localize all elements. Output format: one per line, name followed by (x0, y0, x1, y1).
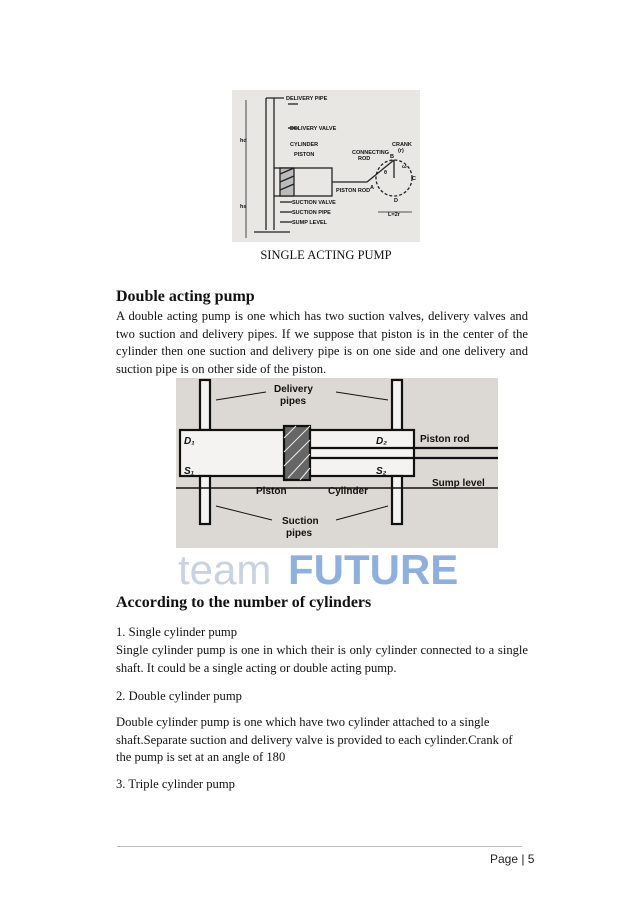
label-point-a: A (370, 185, 374, 191)
label-sump-level: SUMP LEVEL (292, 220, 328, 226)
team-future-watermark (176, 540, 498, 594)
heading-double-acting-pump: Double acting pump (116, 288, 255, 305)
label-d2: D₂ (376, 436, 388, 447)
footer-divider (117, 846, 522, 847)
label-cylinder: CYLINDER (290, 142, 319, 148)
label-delivery-valve: DELIVERY VALVE (290, 126, 337, 132)
label-suction-pipe: SUCTION PIPE (292, 210, 331, 216)
label-omega: ω (402, 164, 407, 170)
label-s1: S₁ (184, 466, 195, 477)
label-suction: Suction (282, 516, 319, 527)
label-connecting-rod-2: ROD (358, 156, 371, 162)
label-hd: hd (240, 138, 247, 144)
label-s2: S₂ (376, 466, 387, 477)
item2-title: 2. Double cylinder pump (116, 689, 242, 703)
label-point-b: B (390, 154, 394, 160)
item2-text: Double cylinder pump is one which have two cylinder attached to a single shaft.Separate suction and delivery valve is provided to each cylinder.Crank of the pump is set at an angle of 180 (116, 715, 513, 765)
watermark-team: team (178, 546, 272, 593)
label-suction-valve: SUCTION VALVE (292, 200, 336, 206)
item3-title: 3. Triple cylinder pump (116, 777, 235, 791)
label-delivery-pipes: pipes (280, 396, 307, 407)
label-piston-rod: PISTON ROD (336, 188, 371, 194)
label-delivery-pipe: DELIVERY PIPE (286, 96, 328, 102)
item1-title: 1. Single cylinder pump (116, 625, 238, 639)
double-acting-pump-svg (176, 378, 498, 560)
label-piston: PISTON (294, 152, 315, 158)
figure1-caption: SINGLE ACTING PUMP (260, 248, 392, 262)
label-connecting-rod-1: CONNECTING (352, 150, 389, 156)
label-stroke: L=2r (388, 212, 400, 218)
label-point-d: D (394, 198, 398, 204)
label-theta: θ (384, 170, 387, 176)
item1-text: Single cylinder pump is one in which their is only cylinder connected to a single shaft. It could be a single acting or double acting pump. (116, 643, 528, 675)
double-acting-pump-diagram (176, 378, 498, 560)
label-hs: hs (240, 204, 247, 210)
label-point-c: C (412, 176, 416, 182)
label-sump-level: Sump level (432, 478, 485, 489)
label-crank-2: (r) (398, 148, 404, 154)
watermark-future: FUTURE (288, 546, 459, 593)
page-number: Page | 5 (490, 852, 535, 866)
paragraph-double-acting-pump: A double acting pump is one which has two suction valves, delivery valves and two suction and delivery pipes. If we suppose that piston is in the center of the cylinder then one suction and delivery pipe is on one side and one delivery and suction pipe is on other side of the piston. (116, 309, 528, 376)
label-cylinder: Cylinder (328, 486, 369, 497)
label-d1: D₁ (184, 436, 195, 447)
label-delivery: Delivery (274, 384, 313, 395)
label-piston-rod: Piston rod (420, 434, 470, 445)
label-crank-1: CRANK (392, 142, 412, 148)
single-acting-pump-diagram (232, 90, 420, 242)
label-piston: Piston (256, 486, 287, 497)
heading-number-of-cylinders: According to the number of cylinders (116, 594, 372, 611)
single-acting-pump-svg (232, 90, 420, 242)
label-suction-pipes: pipes (286, 528, 313, 539)
